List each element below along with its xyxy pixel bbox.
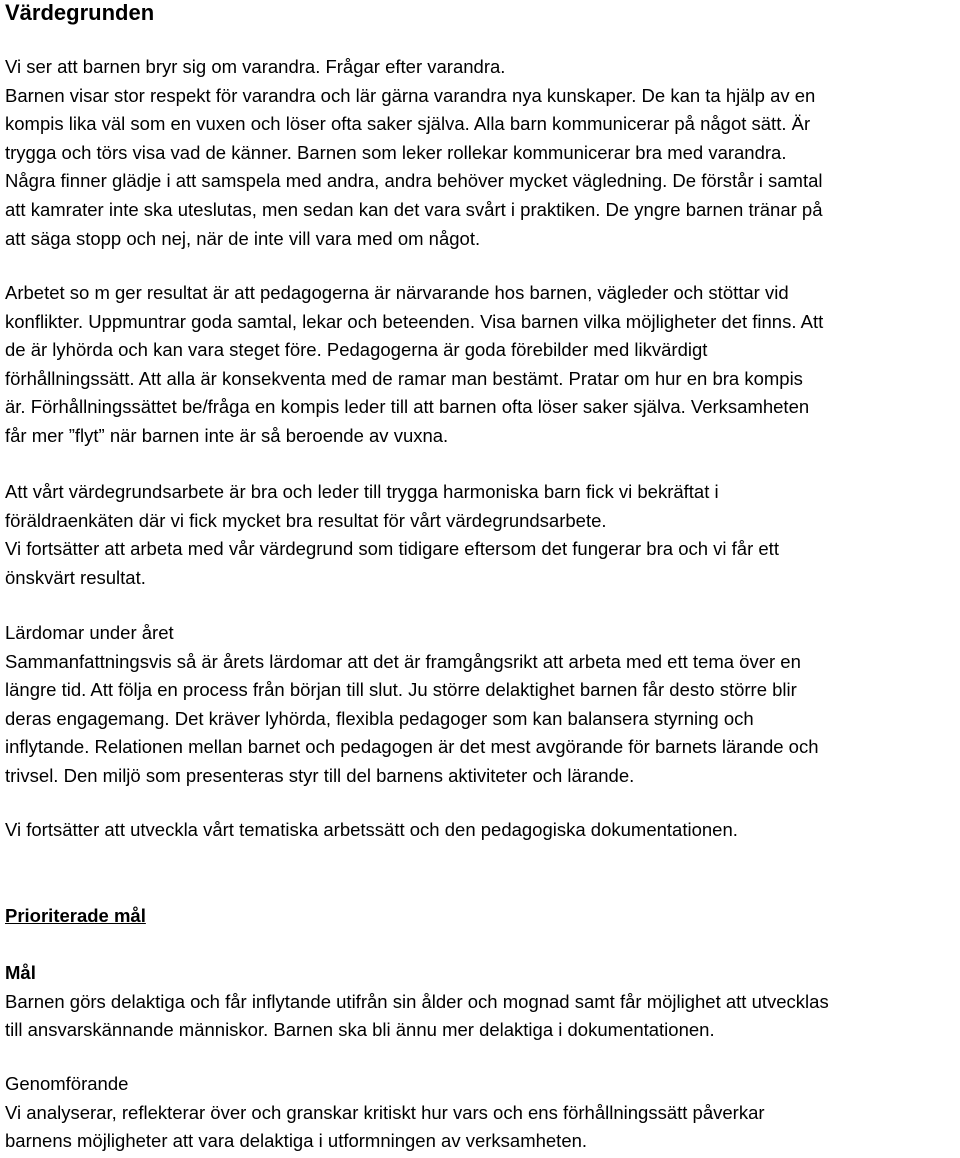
work-line: förhållningssätt. Att alla är konsekventa med de ramar man bestämt. Pratar om hur en bra kompis	[5, 367, 803, 389]
intro-paragraph	[5, 53, 960, 253]
lessons-line: deras engagemang. Det kräver lyhörda, flexibla pedagoger som kan balansera styrning och	[5, 707, 754, 729]
lessons-section	[5, 619, 960, 791]
work-line: är. Förhållningssättet be/fråga en kompis leder till att barnen ofta löser saker själva. Verksamheten	[5, 396, 810, 418]
intro-line: att säga stopp och nej, när de inte vill vara med om något.	[5, 227, 481, 249]
work-line: Arbetet so m ger resultat är att pedagogerna är närvarande hos barnen, vägleder och stöttar vid	[5, 282, 789, 303]
implementation-heading: Genomförande	[5, 1073, 129, 1094]
result-line: Vi fortsätter att arbeta med vår värdegrund som tidigare eftersom det fungerar bra och vi får ett	[5, 538, 779, 560]
result-line: önskvärt resultat.	[5, 566, 146, 588]
intro-line: Vi ser att barnen bryr sig om varandra. Frågar efter varandra.	[5, 56, 506, 77]
lessons-line: inflytande. Relationen mellan barnet och pedagogen är det mest avgörande för barnets lärande och	[5, 736, 819, 758]
intro-line: Barnen visar stor respekt för varandra och lär gärna varandra nya kunskaper. De kan ta hjälp av en	[5, 84, 816, 106]
priorities-heading: Prioriterade mål	[5, 905, 146, 926]
implementation-section	[5, 1070, 960, 1156]
intro-line: att kamrater inte ska uteslutas, men sedan kan det vara svårt i praktiken. De yngre barnen tränar på	[5, 198, 823, 220]
result-paragraph	[5, 478, 960, 592]
result-line: Att vårt värdegrundsarbete är bra och leder till trygga harmoniska barn fick vi bekräftat i	[5, 481, 719, 502]
lessons-line: trivsel. Den miljö som presenteras styr till del barnens aktiviteter och lärande.	[5, 764, 635, 786]
continue-line: Vi fortsätter att utveckla vårt tematiska arbetssätt och den pedagogiska dokumentationen.	[5, 819, 738, 840]
work-line: konflikter. Uppmuntrar goda samtal, lekar och beteenden. Visa barnen vilka möjligheter det finns. Att	[5, 310, 824, 332]
work-paragraph	[5, 279, 960, 451]
intro-line: kompis lika väl som en vuxen och löser ofta saker själva. Alla barn kommunicerar på något sätt. Är	[5, 113, 811, 135]
goal-heading: Mål	[5, 962, 36, 983]
work-line: de är lyhörda och kan vara steget före. Pedagogerna är goda förebilder med likvärdigt	[5, 339, 708, 361]
goal-line: till ansvarskännande människor. Barnen ska bli ännu mer delaktiga i dokumentationen.	[5, 1019, 715, 1041]
goal-section	[5, 959, 960, 1045]
lessons-heading: Lärdomar under året	[5, 622, 174, 643]
intro-line: trygga och törs visa vad de känner. Barnen som leker rollekar kommunicerar bra med varandra.	[5, 141, 787, 163]
implementation-line: barnens möjligheter att vara delaktiga i utformningen av verksamheten.	[5, 1130, 588, 1152]
priorities-section	[5, 902, 960, 931]
work-line: får mer ”flyt” när barnen inte är så beroende av vuxna.	[5, 424, 449, 446]
page-title: Värdegrunden	[5, 0, 155, 25]
intro-line: Några finner glädje i att samspela med andra, andra behöver mycket vägledning. De förstår i samtal	[5, 170, 823, 192]
lessons-line: Sammanfattningsvis så är årets lärdomar att det är framgångsrikt att arbeta med ett tema över en	[5, 650, 801, 672]
continue-paragraph	[5, 816, 960, 845]
goal-line: Barnen görs delaktiga och får inflytande utifrån sin ålder och mognad samt får möjlighet att utvecklas	[5, 990, 829, 1012]
lessons-line: längre tid. Att följa en process från början till slut. Ju större delaktighet barnen får desto större blir	[5, 679, 797, 701]
result-line: föräldraenkäten där vi fick mycket bra resultat för vårt värdegrundsarbete.	[5, 509, 607, 531]
implementation-line: Vi analyserar, reflekterar över och granskar kritiskt hur vars och ens förhållningssätt påverkar	[5, 1101, 765, 1123]
